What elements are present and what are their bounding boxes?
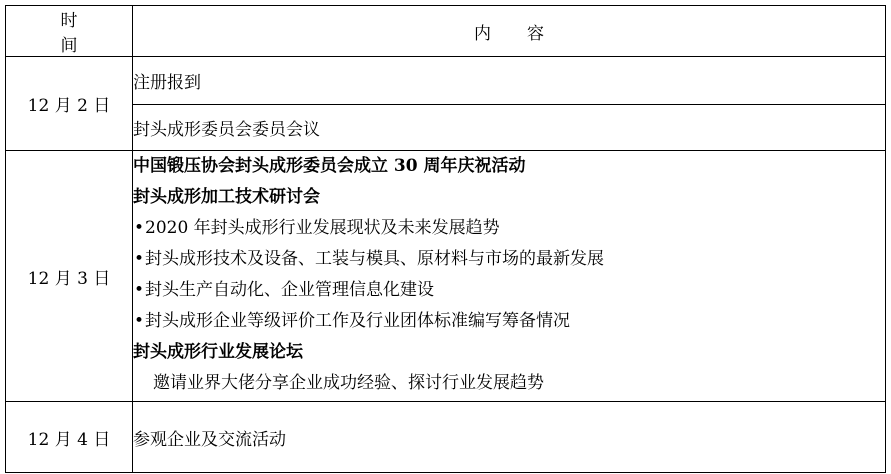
bullet-text: 封头成形技术及设备、工装与模具、原材料与市场的最新发展 (145, 249, 604, 269)
list-item (133, 244, 885, 275)
header-time: 时间 (6, 6, 133, 57)
anniversary-title: 中国锻压协会封头成形委员会成立 30 周年庆祝活动 (133, 156, 526, 176)
content-dec3 (133, 151, 886, 402)
bullet-text: 封头成形企业等级评价工作及行业团体标准编写筹备情况 (145, 311, 570, 331)
bullet-text: 封头生产自动化、企业管理信息化建设 (145, 280, 434, 300)
bullet-text: 2020 年封头成形行业发展现状及未来发展趋势 (145, 218, 500, 238)
table-row (6, 105, 886, 151)
schedule-table (5, 5, 886, 473)
forum-note: 邀请业界大佬分享企业成功经验、探讨行业发展趋势 (153, 373, 544, 393)
forum-title: 封头成形行业发展论坛 (133, 342, 303, 362)
list-item (133, 275, 885, 306)
bullet-icon: • (133, 280, 145, 300)
content-committee-meeting: 封头成形委员会委员会议 (133, 105, 886, 151)
date-cell-dec4: 12 月 4 日 (6, 402, 133, 473)
table-row (6, 402, 886, 473)
table-row (6, 151, 886, 402)
content-site-visit: 参观企业及交流活动 (133, 402, 886, 473)
seminar-title: 封头成形加工技术研讨会 (133, 187, 320, 207)
table-row (6, 57, 886, 105)
bullet-icon: • (133, 311, 145, 331)
bullet-icon: • (133, 218, 145, 238)
bullet-icon: • (133, 249, 145, 269)
content-registration: 注册报到 (133, 57, 886, 105)
header-row (6, 6, 886, 57)
date-cell-dec2: 12 月 2 日 (6, 57, 133, 151)
date-cell-dec3: 12 月 3 日 (6, 151, 133, 402)
header-content: 内容 (133, 6, 886, 57)
list-item (133, 306, 885, 337)
list-item (133, 213, 885, 244)
